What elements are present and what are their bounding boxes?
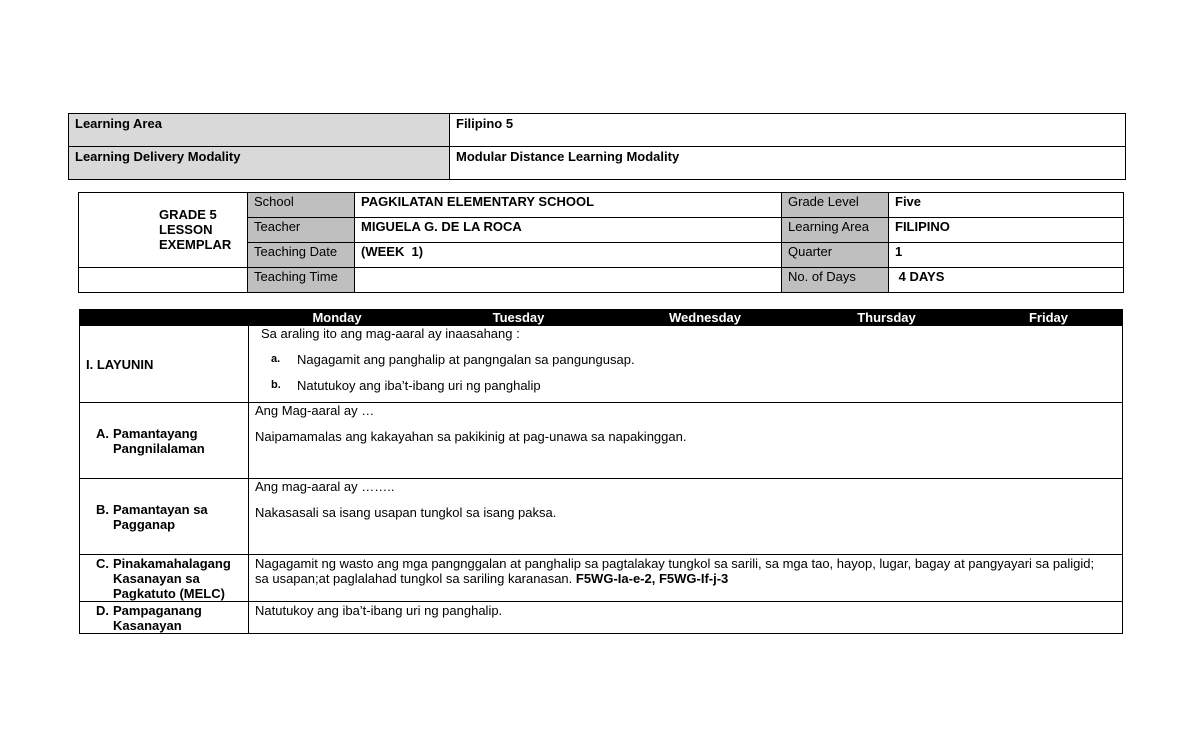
label-letter: C. [96,556,109,571]
label-text [113,603,202,633]
exemplar-line: GRADE 5 [159,207,217,222]
learning-area-value: Filipino 5 [450,114,1126,147]
school-label: School [248,193,355,218]
label-line: Pampaganang [113,603,202,618]
label-letter: A. [96,425,109,441]
date-label: Teaching Date [248,243,355,268]
section-c-line2-wrap [255,571,1122,586]
label-line: Pinakamahalagang [113,556,231,571]
label-text [113,502,208,532]
section-d-label [80,602,249,634]
day-thursday: Thursday [799,310,975,326]
time-value [355,268,782,293]
melc-codes: F5WG-Ia-e-2, F5WG-If-j-3 [575,571,729,586]
label-text [113,426,205,456]
label-line: Pamantayan sa [113,501,208,517]
label-line: Pagkatuto (MELC) [113,586,225,601]
section-d-content [249,602,1123,634]
lesson-info-table [78,192,1124,293]
label-line: Pamantayang [113,425,198,441]
time-label: Teaching Time [248,268,355,293]
section-a-content [249,403,1123,479]
layunin-item [261,378,1122,393]
header-empty [80,310,249,326]
layunin-intro: Sa araling ito ang mag-aaral ay inaasahang : [261,326,520,341]
section-b-line1: Ang mag-aaral ay …….. [255,479,395,494]
grade-value: Five [889,193,1124,218]
day-friday: Friday [975,310,1123,326]
label-letter: D. [96,603,109,618]
date-value: (WEEK 1) [355,243,782,268]
section-b-content [249,479,1123,555]
modality-label: Learning Delivery Modality [69,147,450,180]
melc-row [80,555,1123,602]
exemplar-title [79,193,248,268]
item-text: Natutukoy ang iba’t-ibang uri ng panghalip [297,378,541,393]
modality-value: Modular Distance Learning Modality [450,147,1126,180]
section-b-label [80,479,249,555]
pampaganang-row [80,602,1123,634]
pamantayang-row [80,403,1123,479]
empty-cell [79,268,248,293]
day-wednesday: Wednesday [612,310,799,326]
layunin-row [80,326,1123,403]
area-label: Learning Area [782,218,889,243]
section-c-label [80,555,249,602]
section-a-label [80,403,249,479]
grade-label: Grade Level [782,193,889,218]
layunin-item [261,352,1122,367]
section-c-line2: sa usapan;at paglalahad tungkol sa sariling karanasan. [255,571,576,586]
learning-area-label: Learning Area [69,114,450,147]
section-b-line2: Nakasasali sa isang usapan tungkol sa isang paksa. [255,505,557,520]
lesson-plan-table [79,309,1123,634]
section-d-line1: Natutukoy ang iba’t-ibang uri ng panghalip. [255,603,503,618]
label-line: Kasanayan [113,618,182,633]
label-letter: B. [96,501,109,517]
section-c-content [249,555,1123,602]
area-value: FILIPINO [889,218,1124,243]
exemplar-line: EXEMPLAR [159,237,232,252]
quarter-value: 1 [889,243,1124,268]
teacher-label: Teacher [248,218,355,243]
layunin-label: I. LAYUNIN [80,326,249,403]
item-letter: a. [271,353,281,365]
teacher-value: MIGUELA G. DE LA ROCA [355,218,782,243]
day-header-row [80,310,1123,326]
layunin-content [249,326,1123,403]
item-text: Nagagamit ang panghalip at pangngalan sa pangungusap. [297,352,635,367]
days-value: 4 DAYS [889,268,1124,293]
exemplar-line: LESSON [159,222,213,237]
learning-area-table [68,113,1126,180]
label-line: Kasanayan sa [113,571,200,586]
day-monday: Monday [249,310,426,326]
pamantayan-row [80,479,1123,555]
day-tuesday: Tuesday [426,310,612,326]
section-c-line1: Nagagamit ng wasto ang mga pangnggalan at panghalip sa pagtalakay tungkol sa sarili, sa mga tao, hayop, lugar, bagay at pangyayari sa paligid; [255,556,1095,571]
label-line: Pagganap [113,516,176,532]
label-line: Pangnilalaman [113,440,205,456]
quarter-label: Quarter [782,243,889,268]
item-letter: b. [271,379,281,391]
days-label: No. of Days [782,268,889,293]
section-a-line1: Ang Mag-aaral ay … [255,403,375,418]
label-text [113,556,231,601]
school-value: PAGKILATAN ELEMENTARY SCHOOL [355,193,782,218]
section-a-line2: Naipamamalas ang kakayahan sa pakikinig at pag-unawa sa napakinggan. [255,429,687,444]
